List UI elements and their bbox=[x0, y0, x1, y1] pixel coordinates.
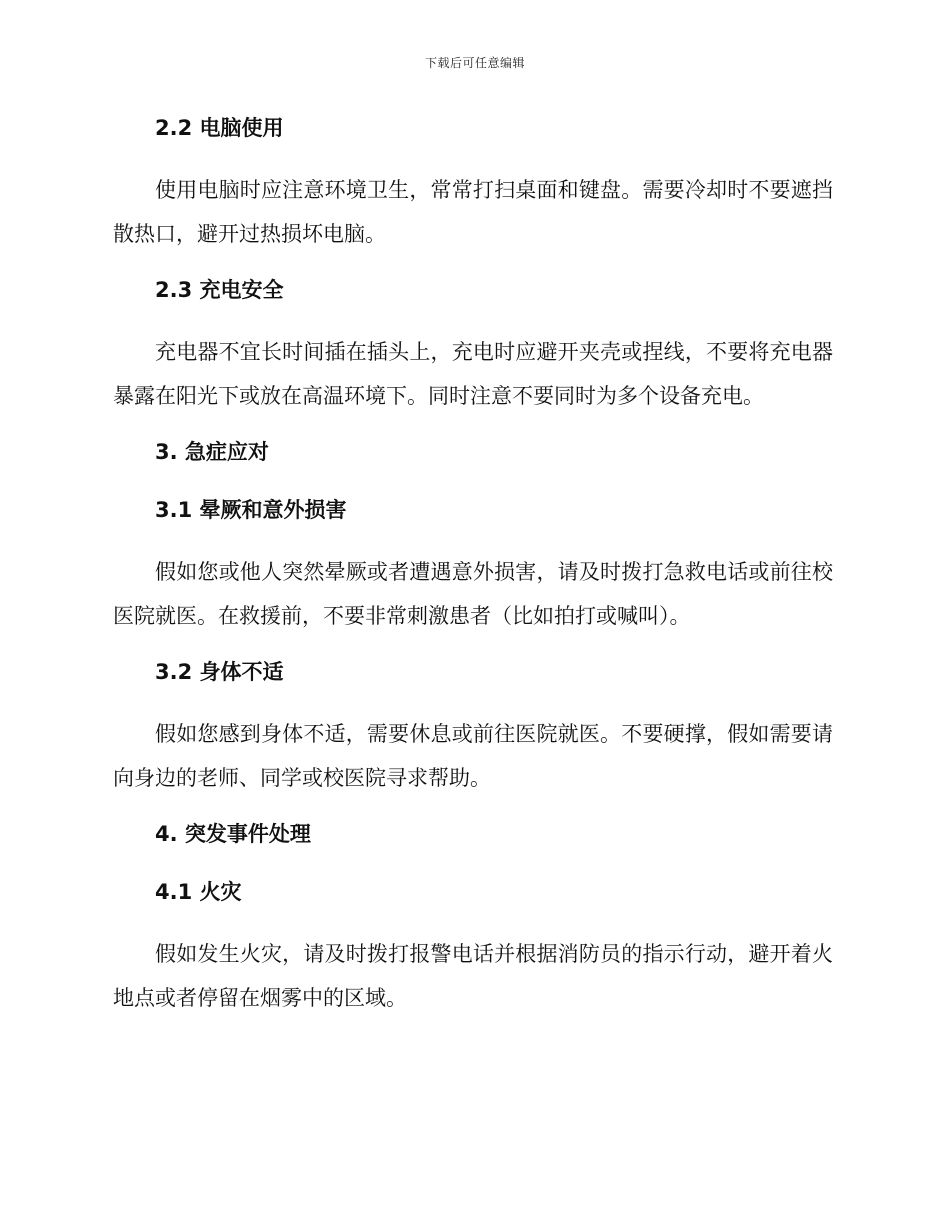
section-heading-2-2: 2.2 电脑使用 bbox=[155, 116, 284, 140]
section-heading-2-3: 2.3 充电安全 bbox=[155, 278, 284, 302]
section-paragraph-2-2: 使用电脑时应注意环境卫生，常常打扫桌面和键盘。需要冷却时不要遮挡散热口，避开过热损坏电脑。 bbox=[113, 178, 833, 246]
section-heading-3-1: 3.1 晕厥和意外损害 bbox=[155, 498, 347, 522]
section-paragraph-3-2: 假如您感到身体不适，需要休息或前往医院就医。不要硬撑，假如需要请向身边的老师、同学或校医院寻求帮助。 bbox=[113, 722, 833, 790]
document-body bbox=[113, 112, 833, 1020]
section-heading-4-1: 4.1 火灾 bbox=[155, 880, 242, 904]
section-heading-4: 4. 突发事件处理 bbox=[155, 822, 311, 846]
section-paragraph-4-1: 假如发生火灾，请及时拨打报警电话并根据消防员的指示行动，避开着火地点或者停留在烟雾中的区域。 bbox=[113, 942, 833, 1010]
section-heading-3-2: 3.2 身体不适 bbox=[155, 660, 284, 684]
section-heading-3: 3. 急症应对 bbox=[155, 440, 269, 464]
section-paragraph-3-1: 假如您或他人突然晕厥或者遭遇意外损害，请及时拨打急救电话或前往校医院就医。在救援前，不要非常刺激患者（比如拍打或喊叫）。 bbox=[113, 560, 833, 628]
page-header-note: 下载后可任意编辑 bbox=[424, 56, 525, 70]
section-paragraph-2-3: 充电器不宜长时间插在插头上，充电时应避开夹壳或捏线，不要将充电器暴露在阳光下或放在高温环境下。同时注意不要同时为多个设备充电。 bbox=[113, 340, 833, 408]
